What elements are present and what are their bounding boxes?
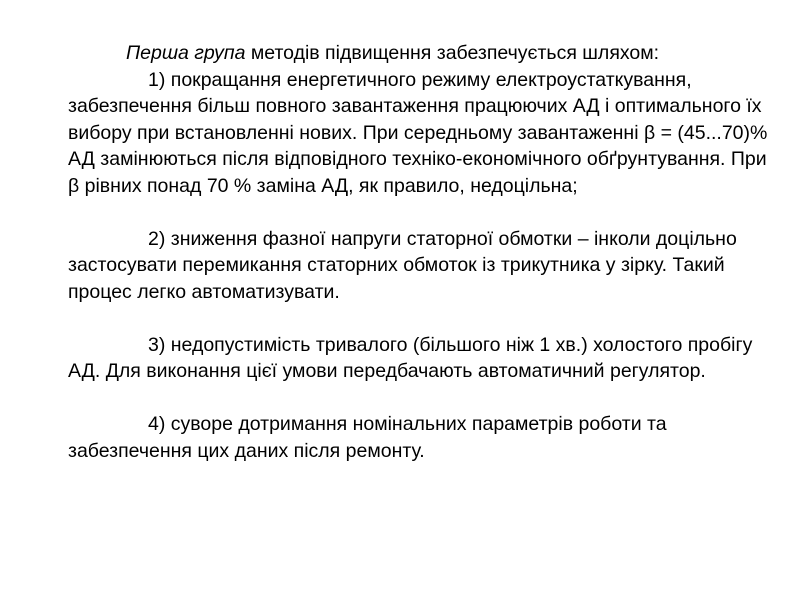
intro-italic-lead: Перша група	[126, 42, 246, 64]
paragraph-spacer	[68, 199, 774, 226]
list-item-3: 3) недопустимість тривалого (більшого ніж 1 хв.) холостого пробігу АД. Для виконання цієї умови передбачають автоматичний регулятор.	[68, 333, 753, 382]
paragraph-spacer	[68, 385, 774, 412]
slide-text-block	[68, 40, 774, 464]
intro-paragraph	[68, 40, 774, 67]
list-item-1: 1) покращання енергетичного режиму електроустаткування, забезпечення більш повного завантаження працюючих АД і оптимального їх вибору при встановленні нових. При середньому завантаженні β = (45...70)% АД замінюються після відповідного техніко-економічного обґрунтування. При β рівних понад 70 % заміна АД, як правило, недоцільна;	[68, 68, 768, 197]
list-item-4: 4) суворе дотримання номінальних параметрів роботи та забезпечення цих даних після ремонту.	[68, 413, 667, 462]
list-item-2: 2) зниження фазної напруги статорної обмотки – інколи доцільно застосувати перемикання статорних обмоток із трикутника у зірку. Такий процес легко автоматизувати.	[68, 227, 737, 303]
paragraph-spacer	[68, 305, 774, 332]
intro-rest: методів підвищення забезпечується шляхом:	[245, 42, 660, 64]
